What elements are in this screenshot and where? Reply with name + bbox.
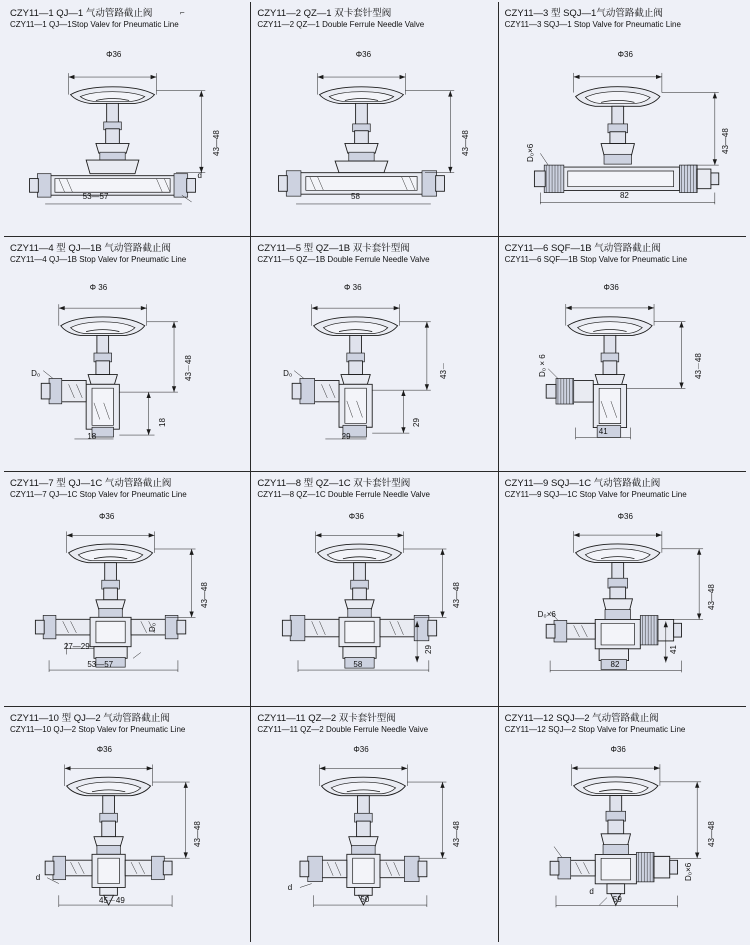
dim-width: 50 bbox=[360, 894, 370, 904]
dim-width: 82 bbox=[619, 190, 629, 200]
dim-height: 43－48 bbox=[184, 355, 194, 381]
figure-cell-czy11-7 bbox=[4, 472, 251, 707]
dim-handwheel: Φ36 bbox=[106, 49, 122, 59]
dim-handwheel: Φ36 bbox=[96, 744, 112, 754]
dim-d: d bbox=[197, 170, 202, 180]
figure-title-en: CZY11—1 QJ—1Stop Valev for Pneumatic Line bbox=[10, 19, 179, 29]
dim-height: 43—48 bbox=[707, 821, 717, 847]
figure-cell-czy11-4 bbox=[4, 237, 251, 472]
figure-title-en: CZY11—7 QJ—1C Stop Valev for Pneumatic Line bbox=[10, 489, 187, 499]
dim-width: 45－49 bbox=[99, 895, 125, 905]
figure-title-cn: CZY11—2 QZ—1 双卡套针型阀 bbox=[257, 8, 392, 19]
figure-title-block bbox=[10, 8, 244, 30]
dim-d: d bbox=[287, 882, 293, 892]
figure-cell-czy11-8 bbox=[251, 472, 498, 707]
dim-handwheel: Φ36 bbox=[355, 49, 372, 59]
dim-height: 43—48 bbox=[451, 821, 461, 847]
dim-height: 43－ bbox=[438, 361, 448, 379]
dim-width: 41 bbox=[598, 426, 608, 436]
dim-d: d bbox=[589, 886, 594, 896]
figure-title-en: CZY11—6 SQF—1B Stop Valve for Pneumatic Line bbox=[504, 254, 688, 264]
figure-title-cn: CZY11—12 SQJ—2 气动管路截止阀 bbox=[504, 713, 659, 724]
figure-cell-czy11-5 bbox=[251, 237, 498, 472]
dim-width: 29 bbox=[341, 431, 351, 441]
figure-title-block bbox=[10, 478, 244, 500]
figure-title-en: CZY11—12 SQJ—2 Stop Valve for Pneumatic Line bbox=[504, 724, 686, 734]
figure-drawing-czy11-4 bbox=[10, 269, 244, 441]
figure-title-cn: CZY11—3 型 SQJ—1气动管路截止阀 bbox=[504, 8, 663, 19]
figure-title-cn: CZY11—5 型 QZ—1B 双卡套针型阀 bbox=[257, 243, 410, 254]
figure-title-block bbox=[505, 478, 740, 500]
dim-d0x6: D₀×6 bbox=[537, 609, 556, 619]
figure-title-cn: CZY11—7 型 QJ—1C 气动管路截止阀 bbox=[10, 478, 172, 489]
figure-title-cn: CZY11—1 QJ—1 气动管路截止阀 bbox=[10, 8, 153, 19]
dim-width: 59 bbox=[612, 894, 622, 904]
figure-title-cn: CZY11—11 QZ—2 双卡套针型阀 bbox=[257, 713, 396, 724]
figure-title-en: CZY11—4 QJ—1B Stop Valev for Pneumatic Line bbox=[10, 254, 187, 264]
figure-title-en: CZY11—10 QJ—2 Stop Valev for Pneumatic Line bbox=[10, 724, 186, 734]
dim-handwheel: Φ36 bbox=[610, 744, 626, 754]
figure-title-en: CZY11—2 QZ—1 Double Ferrule Needle Valve bbox=[257, 19, 425, 29]
figure-title-en: CZY11—5 QZ—1B Double Ferrule Needle Valve bbox=[257, 254, 430, 264]
figure-title-en: CZY11—8 QZ—1C Double Ferrule Needle Valve bbox=[257, 489, 430, 499]
dim-height: 43—48 bbox=[199, 582, 209, 608]
figure-title-block bbox=[10, 243, 244, 265]
figure-drawing-czy11-3 bbox=[505, 34, 740, 206]
dim-handwheel: Φ 36 bbox=[344, 282, 362, 292]
dim-handwheel: Φ36 bbox=[603, 282, 619, 292]
figure-title-cn: CZY11—9 SQJ—1C 气动管路截止阀 bbox=[504, 478, 661, 489]
figure-drawing-czy11-12 bbox=[505, 739, 740, 911]
dim-height: 43－48 bbox=[693, 353, 703, 379]
dim-d0x6: D₀×6 bbox=[525, 143, 535, 162]
dim-2729: 27—29 bbox=[63, 641, 90, 651]
figure-title-cn: CZY11—10 型 QJ—2 气动管路截止阀 bbox=[10, 713, 170, 724]
figure-title-block bbox=[505, 8, 740, 30]
figure-drawing-czy11-7 bbox=[10, 504, 244, 676]
figure-grid bbox=[4, 2, 746, 942]
dim-width: 58 bbox=[353, 659, 363, 669]
figure-drawing-czy11-2 bbox=[257, 34, 491, 206]
dim-29-vert: 29 bbox=[411, 417, 421, 427]
figure-cell-czy11-10 bbox=[4, 707, 251, 942]
figure-title-block bbox=[505, 713, 740, 735]
figure-title-en: CZY11—3 SQJ—1 Stop Valve for Pneumatic Line bbox=[504, 19, 681, 29]
figure-title-cn: CZY11—8 型 QZ—1C 双卡套针型阀 bbox=[257, 478, 411, 489]
dim-handwheel: Φ36 bbox=[617, 511, 633, 521]
dim-height: 43—48 bbox=[707, 584, 717, 610]
dim-handwheel: Φ36 bbox=[617, 49, 633, 59]
dim-d0x6: D₀ × 6 bbox=[537, 354, 547, 377]
figure-title-block bbox=[257, 243, 491, 265]
figure-drawing-czy11-9 bbox=[505, 504, 740, 676]
dim-handwheel: Φ36 bbox=[99, 511, 115, 521]
figure-drawing-czy11-6 bbox=[505, 269, 740, 441]
figure-drawing-czy11-1 bbox=[10, 34, 244, 206]
stray-mark: ⌐ bbox=[180, 8, 185, 17]
figure-title-cn: CZY11—4 型 QJ—1B 气动管路截止阀 bbox=[10, 243, 171, 254]
dim-height: 43—48 bbox=[192, 821, 202, 847]
dim-41-vert: 41 bbox=[669, 644, 679, 654]
figure-cell-czy11-2 bbox=[251, 2, 498, 237]
figure-cell-czy11-11 bbox=[251, 707, 498, 942]
dim-height: 43—48 bbox=[461, 130, 471, 156]
dim-d0: D₀ bbox=[148, 622, 158, 632]
figure-drawing-czy11-10 bbox=[10, 739, 244, 911]
dim-height: 43—48 bbox=[211, 130, 221, 156]
dim-width: 18 bbox=[87, 431, 97, 441]
dim-18-vert: 18 bbox=[157, 417, 167, 427]
figure-title-block bbox=[505, 243, 740, 265]
figure-title-en: CZY11—11 QZ—2 Double Ferrule Needle Vaive bbox=[257, 724, 429, 734]
dim-d0x6: D₀×6 bbox=[683, 862, 693, 881]
dim-width: 58 bbox=[351, 191, 360, 201]
dim-handwheel: Φ 36 bbox=[89, 282, 108, 292]
figure-title-block bbox=[257, 8, 491, 30]
dim-width: 82 bbox=[610, 659, 620, 669]
figure-cell-czy11-12 bbox=[499, 707, 746, 942]
dim-height: 43—48 bbox=[721, 128, 731, 154]
figure-drawing-czy11-5 bbox=[257, 269, 491, 441]
dim-d0: D₀ bbox=[31, 368, 41, 378]
figure-cell-czy11-3 bbox=[499, 2, 746, 237]
dim-height: 43—48 bbox=[451, 582, 461, 608]
dim-width: 53—57 bbox=[82, 191, 109, 201]
figure-cell-czy11-9 bbox=[499, 472, 746, 707]
dim-29-vert: 29 bbox=[423, 644, 433, 654]
dim-d0: D₀ bbox=[283, 368, 293, 378]
figure-title-block bbox=[257, 478, 491, 500]
dim-d: d bbox=[35, 872, 41, 882]
figure-drawing-czy11-11 bbox=[257, 739, 491, 911]
figure-drawing-czy11-8 bbox=[257, 504, 491, 676]
figure-title-block bbox=[257, 713, 491, 735]
figure-cell-czy11-6 bbox=[499, 237, 746, 472]
dim-handwheel: Φ36 bbox=[348, 511, 364, 521]
figure-title-block bbox=[10, 713, 244, 735]
dim-width: 53—57 bbox=[87, 659, 114, 669]
figure-cell-czy11-1 bbox=[4, 2, 251, 237]
figure-title-cn: CZY11—6 SQF—1B 气动管路截止阀 bbox=[504, 243, 661, 254]
figure-title-en: CZY11—9 SQJ—1C Stop Valve for Pneumatic Line bbox=[504, 489, 687, 499]
dim-handwheel: Φ36 bbox=[353, 744, 369, 754]
